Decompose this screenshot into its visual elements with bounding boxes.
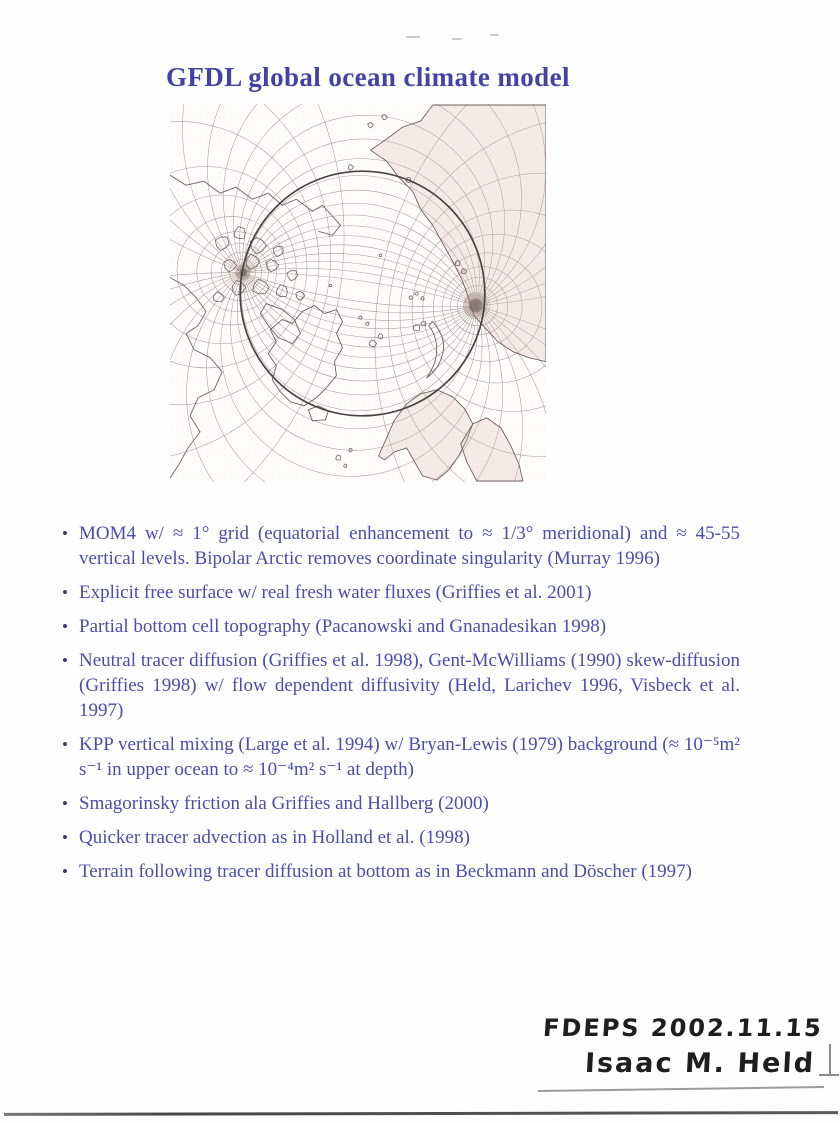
scan-speck (406, 36, 420, 38)
bullet-text: Terrain following tracer diffusion at bottom as in Beckmann and Döscher (1997) (79, 861, 693, 882)
scan-mark-tick (819, 1074, 839, 1076)
scan-speck (452, 38, 462, 40)
bullet-text: MOM4 w/ ≈ 1° grid (equatorial enhancement to ≈ 1/3° meridional) and ≈ 45-55 vertical levels. Bipolar Arctic removes coordinate singularity (Murray 1996) (79, 523, 740, 569)
scan-line-bottom (4, 1111, 838, 1116)
list-item (62, 859, 740, 884)
list-item (62, 648, 740, 723)
list-item (62, 580, 740, 605)
list-item (62, 521, 740, 571)
bullet-text: Quicker tracer advection as in Holland et al. (1998) (79, 827, 470, 848)
list-item (62, 732, 740, 782)
list-item (62, 614, 740, 639)
signature-underline (538, 1086, 824, 1092)
bullet-text: KPP vertical mixing (Large et al. 1994) w/ Bryan-Lewis (1979) background (≈ 10⁻⁵m² s⁻¹ in upper ocean to ≈ 10⁻⁴m² s⁻¹ at depth) (79, 734, 740, 780)
bullet-text: Smagorinsky friction ala Griffies and Hallberg (2000) (79, 793, 489, 814)
bullet-icon: • (62, 862, 68, 881)
bullet-icon: • (62, 617, 68, 636)
bullet-icon: • (62, 735, 68, 754)
scan-mark-vertical (829, 1044, 831, 1075)
list-item (62, 791, 740, 816)
handwritten-annotation (543, 1014, 840, 1079)
page-title: GFDL global ocean climate model (166, 62, 570, 93)
bullet-icon: • (62, 651, 68, 670)
list-item (62, 825, 740, 850)
handwritten-event-date: FDEPS 2002.11.15 (542, 1014, 824, 1042)
bullet-icon: • (62, 524, 68, 543)
bullet-list (62, 521, 740, 893)
bullet-text: Partial bottom cell topography (Pacanowski and Gnanadesikan 1998) (79, 616, 607, 637)
bullet-icon: • (62, 828, 68, 847)
scan-speck (490, 34, 499, 36)
arctic-bipolar-grid-map-svg (170, 104, 546, 482)
arctic-bipolar-grid-map (170, 104, 546, 482)
bullet-icon: • (62, 794, 68, 813)
bullet-text: Neutral tracer diffusion (Griffies et al. 1998), Gent-McWilliams (1990) skew-diffusion (Griffies 1998) w/ flow dependent diffusivity (Held, Larichev 1996, Visbeck et al. 1997) (79, 650, 740, 721)
bullet-text: Explicit free surface w/ real fresh water fluxes (Griffies et al. 2001) (79, 582, 592, 603)
handwritten-author: Isaac M. Held (584, 1048, 816, 1079)
bullet-icon: • (62, 583, 68, 602)
